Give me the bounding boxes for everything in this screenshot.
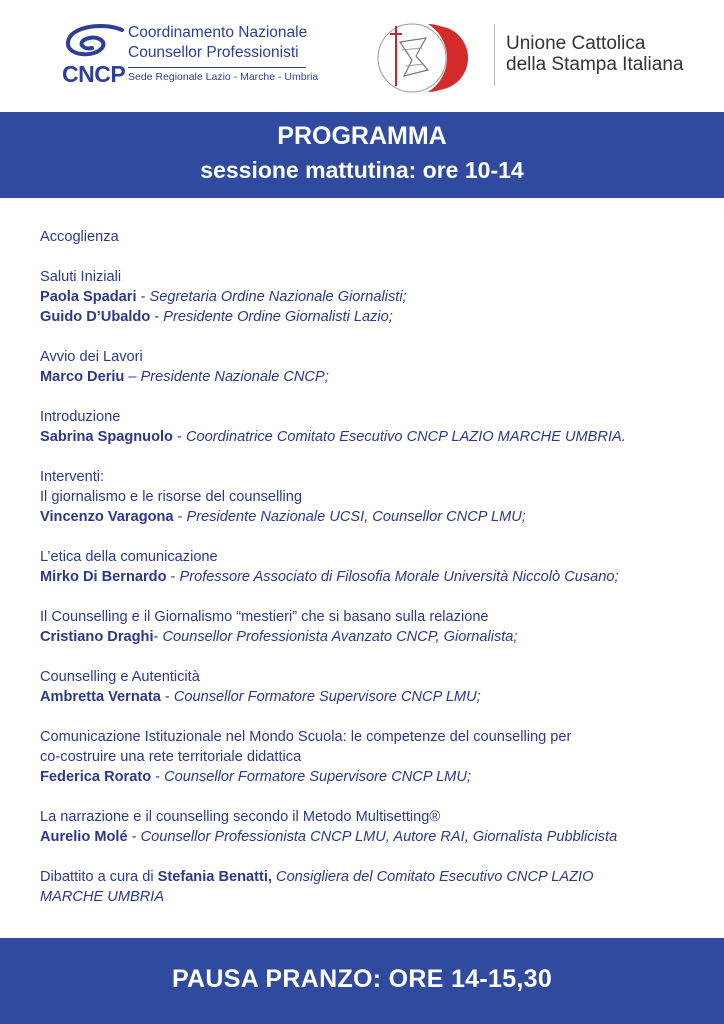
program-line xyxy=(40,307,720,327)
program-item xyxy=(40,807,720,847)
program-text: - xyxy=(151,769,165,785)
program-line xyxy=(40,347,720,367)
program-text: Avvio dei Lavori xyxy=(40,349,143,365)
logo-divider xyxy=(494,24,495,86)
program-text: - xyxy=(172,429,186,445)
cncp-name-line2: Counsellor Professionisti xyxy=(128,44,299,61)
program-text: - xyxy=(173,509,187,525)
program-line xyxy=(40,607,720,627)
ucsi-seal-logo xyxy=(366,20,476,96)
speaker-name: Stefania Benatti, xyxy=(157,869,272,885)
program-line xyxy=(40,487,720,507)
program-line xyxy=(40,887,720,907)
speaker-name: Ambretta Vernata xyxy=(40,689,161,705)
speaker-name: Paola Spadari xyxy=(40,289,137,305)
speaker-role: Counsellor Professionista CNCP LMU, Autore RAI, Giornalista Pubblicista xyxy=(140,829,618,845)
program-line xyxy=(40,407,720,427)
program-line xyxy=(40,287,720,307)
speaker-role: MARCHE UMBRIA xyxy=(40,889,165,905)
ucsi-name xyxy=(506,33,683,75)
cncp-rule xyxy=(128,67,306,68)
program-text: - xyxy=(160,689,174,705)
speaker-role: Presidente Nazionale UCSI, Counsellor CNCP LMU; xyxy=(186,509,526,525)
speaker-role: Coordinatrice Comitato Esecutivo CNCP LAZIO MARCHE UMBRIA. xyxy=(185,429,626,445)
program-item xyxy=(40,667,720,707)
program-line xyxy=(40,227,720,247)
program-line xyxy=(40,867,720,887)
cncp-name-line1: Coordinamento Nazionale xyxy=(128,24,308,41)
program-text: Comunicazione Istituzionale nel Mondo Scuola: le competenze del counselling per xyxy=(40,729,572,745)
program-text: - xyxy=(136,289,150,305)
program-item xyxy=(40,867,720,907)
program-text: La narrazione e il counselling secondo il Metodo Multisetting® xyxy=(40,809,441,825)
program-text: - xyxy=(166,569,180,585)
program-line xyxy=(40,627,720,647)
program-item xyxy=(40,607,720,647)
speaker-name: Marco Deriu xyxy=(40,369,125,385)
cncp-swirl-icon xyxy=(64,24,126,62)
speaker-role: Counsellor Formatore Supervisore CNCP LMU; xyxy=(173,689,481,705)
program-line xyxy=(40,727,720,747)
program-text: Counselling e Autenticità xyxy=(40,669,200,685)
speaker-name: Vincenzo Varagona xyxy=(40,509,174,525)
program-item xyxy=(40,347,720,387)
program-line xyxy=(40,507,720,527)
program-text: Saluti Iniziali xyxy=(40,269,122,285)
program-line xyxy=(40,547,720,567)
speaker-name: Sabrina Spagnuolo xyxy=(40,429,173,445)
speaker-name: Cristiano Draghi xyxy=(40,629,154,645)
program-title: PROGRAMMA xyxy=(277,122,447,150)
program-line xyxy=(40,747,720,767)
program-item xyxy=(40,467,720,527)
lunch-break-banner xyxy=(0,938,724,1024)
program-line xyxy=(40,667,720,687)
speaker-name: Federica Rorato xyxy=(40,769,152,785)
program-text: Accoglienza xyxy=(40,229,119,245)
program-text: Introduzione xyxy=(40,409,121,425)
speaker-role: Counsellor Professionista Avanzato CNCP, Giornalista; xyxy=(162,629,518,645)
program-text: - xyxy=(127,829,141,845)
program-text: Dibattito a cura di xyxy=(40,869,158,885)
program-text: Il Counselling e il Giornalismo “mestieri” che si basano sulla relazione xyxy=(40,609,489,625)
cncp-logo xyxy=(62,22,319,88)
program-item xyxy=(40,267,720,327)
program-line xyxy=(40,567,720,587)
program-line xyxy=(40,427,720,447)
program-line xyxy=(40,467,720,487)
header xyxy=(0,0,724,112)
program-text: – xyxy=(124,369,141,385)
program-line xyxy=(40,367,720,387)
program-line xyxy=(40,807,720,827)
program-text: - xyxy=(153,629,163,645)
session-subtitle: sessione mattutina: ore 10-14 xyxy=(200,157,524,183)
cncp-region: Sede Regionale Lazio - Marche - Umbria xyxy=(128,71,319,83)
speaker-name: Mirko Di Bernardo xyxy=(40,569,167,585)
program-line xyxy=(40,827,720,847)
lunch-break-text: PAUSA PRANZO: ORE 14-15,30 xyxy=(171,965,553,993)
speaker-role: Professore Associato di Filosofia Morale Università Niccolò Cusano; xyxy=(179,569,619,585)
speaker-role: Presidente Nazionale CNCP; xyxy=(140,369,329,385)
speaker-role: Counsellor Formatore Supervisore CNCP LMU; xyxy=(164,769,471,785)
program-line xyxy=(40,767,720,787)
program-banner xyxy=(0,112,724,198)
speaker-role: Consigliera del Comitato Esecutivo CNCP LAZIO xyxy=(271,869,594,885)
program-list xyxy=(40,227,720,927)
program-text: co-costruire una rete territoriale didattica xyxy=(40,749,302,765)
speaker-role: Segretaria Ordine Nazionale Giornalisti; xyxy=(149,289,407,305)
speaker-name: Aurelio Molé xyxy=(40,829,128,845)
speaker-role: Presidente Ordine Giornalisti Lazio; xyxy=(163,309,393,325)
program-line xyxy=(40,267,720,287)
program-text: - xyxy=(150,309,164,325)
ucsi-name-line1: Unione Cattolica xyxy=(506,33,646,54)
ucsi-name-line2: della Stampa Italiana xyxy=(506,54,684,75)
program-item xyxy=(40,407,720,447)
cncp-abbr: CNCP xyxy=(62,61,126,87)
program-text: Interventi: xyxy=(40,469,105,485)
program-line xyxy=(40,687,720,707)
program-text: Il giornalismo e le risorse del counselling xyxy=(40,489,303,505)
program-item xyxy=(40,227,720,247)
program-item xyxy=(40,547,720,587)
speaker-name: Guido D’Ubaldo xyxy=(40,309,151,325)
program-text: L’etica della comunicazione xyxy=(40,549,218,565)
program-item xyxy=(40,727,720,787)
